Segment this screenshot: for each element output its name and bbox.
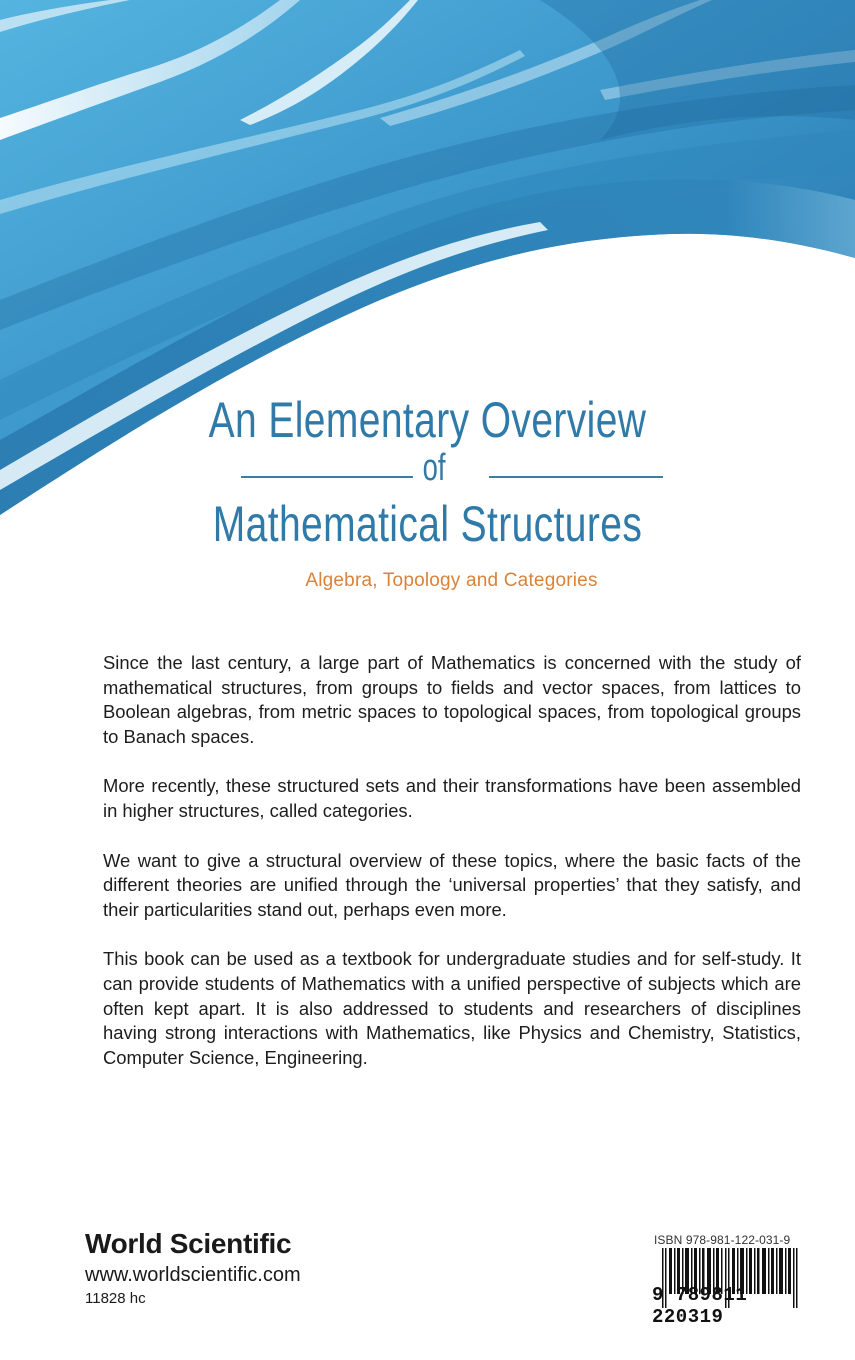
isbn-block [652, 1233, 812, 1328]
publisher-website: www.worldscientific.com [85, 1264, 301, 1286]
blurb-paragraph: More recently, these structured sets and their transformations have been assembled in higher structures, called categories. [103, 775, 801, 821]
blurb-paragraph: Since the last century, a large part of Mathematics is concerned with the study of mathematical structures, from groups to fields and vector spaces, from lattices to Boolean algebras, from metric spaces to topological spaces, from topological groups to Banach spaces. [103, 652, 801, 747]
publisher-block [85, 1228, 301, 1310]
back-cover-blurb [103, 651, 801, 1095]
title-connector: of [422, 447, 446, 489]
title-connector-row [0, 446, 855, 490]
barcode-digits: 9 789811 220319 [652, 1284, 748, 1328]
subtitle: Algebra, Topology and Categories [305, 570, 598, 591]
blurb-paragraph: This book can be used as a textbook for undergraduate studies and for self-study. It can provide students of Mathematics with a unified perspective of subjects which are often kept apart. It is also addressed to students and researchers of disciplines having strong interactions with Mathematics, like Physics and Chemistry, Statistics, Computer Science, Engineering. [103, 948, 801, 1068]
blurb-paragraph: We want to give a structural overview of these topics, where the basic facts of the different theories are unified through the ‘universal properties’ that they satisfy, and their particularities stand out, perhaps even more. [103, 849, 801, 920]
title-line-2: Mathematical Structures [212, 496, 643, 552]
catalog-code: 11828 hc [85, 1290, 146, 1307]
isbn-label: ISBN 978-981-122-031-9 [654, 1233, 791, 1247]
title-rule-right [489, 476, 663, 478]
title-line-1: An Elementary Overview [208, 392, 647, 448]
publisher-name: World Scientific [85, 1228, 292, 1259]
